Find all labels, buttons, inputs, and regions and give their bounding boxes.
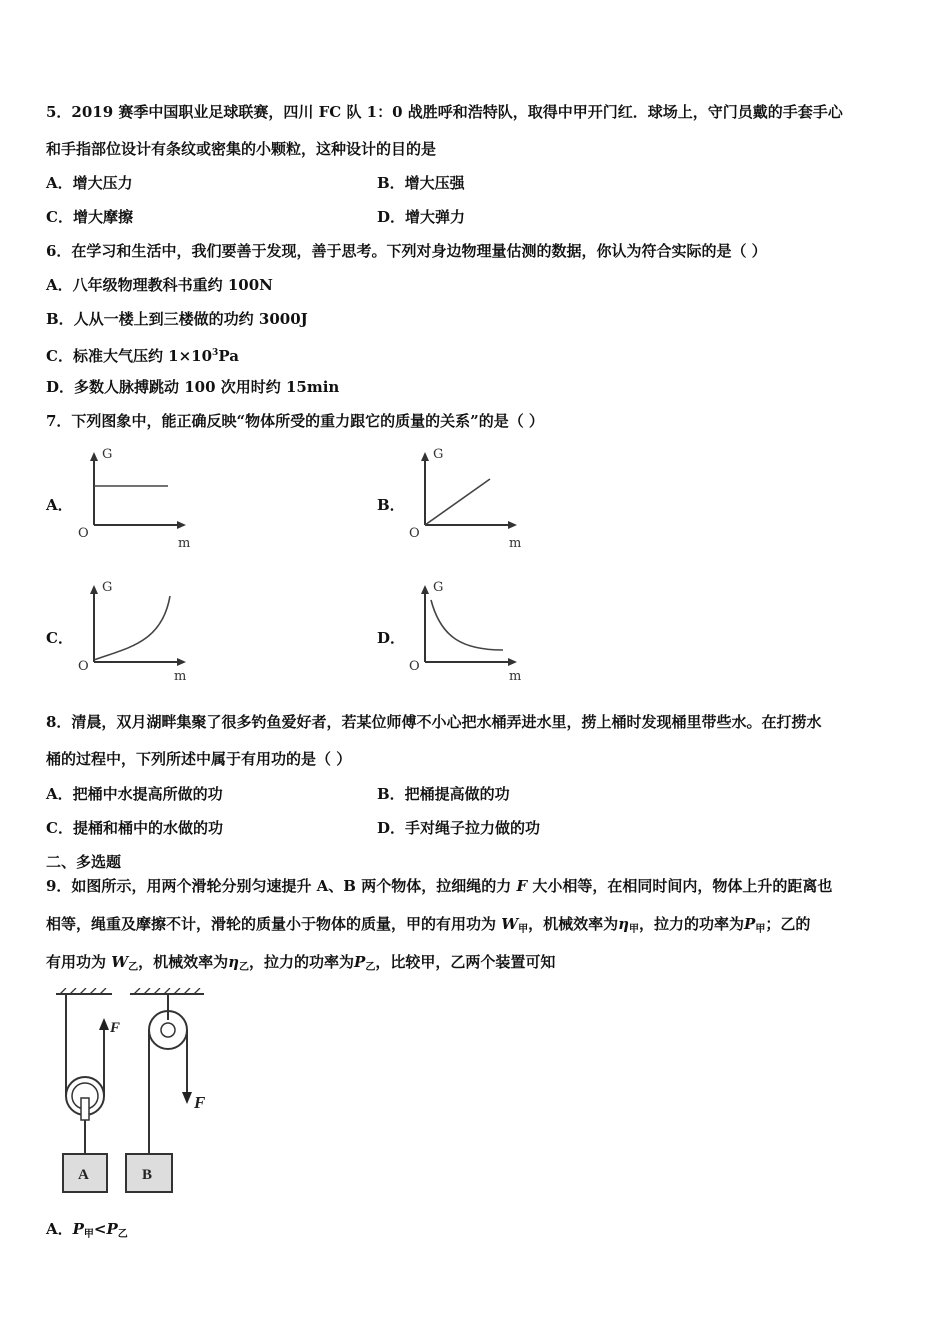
section-heading: 二、多选题 xyxy=(46,853,122,871)
svg-text:O: O xyxy=(409,659,420,674)
q8-stem-line2: 桶的过程中，下列所述中属于有用功的是（ ） xyxy=(46,750,352,768)
q5-option-c: C．增大摩擦 xyxy=(46,208,133,226)
q8-option-a: A．把桶中水提高所做的功 xyxy=(46,785,223,803)
q6-option-d: D．多数人脉搏跳动 100 次用时约 15min xyxy=(46,378,340,396)
svg-text:m: m xyxy=(509,669,522,684)
svg-text:O: O xyxy=(78,659,89,674)
graph-d xyxy=(403,578,533,687)
q7-label-b: B． xyxy=(377,496,405,514)
q5-stem-line2: 和手指部位设计有条纹或密集的小颗粒，这种设计的目的是 xyxy=(46,140,437,158)
q7-label-d: D． xyxy=(377,629,406,647)
q9-stem-line1: 9．如图所示，用两个滑轮分别匀速提升 A、B 两个物体，拉细绳的力 F 大小相等，在相同时间内，物体上升的距离也 xyxy=(46,877,833,895)
pulley-figure xyxy=(54,988,234,1204)
svg-text:G: G xyxy=(102,447,113,462)
q6-option-c: C．标准大气压约 $1\times 10^3Pa$ xyxy=(46,347,239,365)
q8-stem-line1: 8．清晨，双月湖畔集聚了很多钓鱼爱好者，若某位师傅不小心把水桶弄进水里，捞上桶时发现桶里带些水。在打捞水 xyxy=(46,713,822,731)
svg-text:m: m xyxy=(509,536,522,551)
q5-option-a: A．增大压力 xyxy=(46,174,133,192)
svg-text:B: B xyxy=(142,1167,153,1183)
q6-option-b: B．人从一楼上到三楼做的功约 3000J xyxy=(46,310,308,328)
svg-text:G: G xyxy=(102,580,113,595)
svg-text:A: A xyxy=(78,1167,89,1183)
q8-option-c: C．提桶和桶中的水做的功 xyxy=(46,819,223,837)
svg-text:F: F xyxy=(110,1020,121,1036)
svg-text:O: O xyxy=(78,526,89,541)
graph-a xyxy=(72,445,202,554)
q7-label-c: C． xyxy=(46,629,73,647)
q5-stem-line1: 5．2019 赛季中国职业足球联赛，四川 FC 队 1：0 战胜呼和浩特队，取得中甲开门红．球场上，守门员戴的手套手心 xyxy=(46,103,843,121)
q6-stem: 6．在学习和生活中，我们要善于发现，善于思考。下列对身边物理量估测的数据，你认为符合实际的是（ ） xyxy=(46,242,767,260)
q5-option-d: D．增大弹力 xyxy=(377,208,466,226)
q7-stem: 7．下列图象中，能正确反映“物体所受的重力跟它的质量的关系”的是（ ） xyxy=(46,412,544,430)
q6-option-a: A．八年级物理教科书重约 100N xyxy=(46,276,273,294)
svg-text:F: F xyxy=(194,1093,206,1112)
q5-option-b: B．增大压强 xyxy=(377,174,465,192)
svg-text:m: m xyxy=(178,536,191,551)
svg-text:O: O xyxy=(409,526,420,541)
q8-option-b: B．把桶提高做的功 xyxy=(377,785,510,803)
q9-option-a: A．$P_甲<P_乙$ xyxy=(46,1220,128,1240)
svg-text:G: G xyxy=(433,580,444,595)
graph-b xyxy=(403,445,533,554)
q7-label-a: A． xyxy=(46,496,73,514)
graph-c xyxy=(72,578,202,687)
svg-text:G: G xyxy=(433,447,444,462)
q8-option-d: D．手对绳子拉力做的功 xyxy=(377,819,541,837)
q9-stem-line3: 有用功为 $W_乙$，机械效率为$\eta_乙$，拉力的功率为$P_乙$，比较甲，乙两个装置可知 xyxy=(46,953,556,973)
q9-stem-line2: 相等，绳重及摩擦不计，滑轮的质量小于物体的质量，甲的有用功为 $W_甲$，机械效率为$\eta_甲$，拉力的功率为$P_甲$；乙的 xyxy=(46,915,811,935)
svg-text:m: m xyxy=(174,669,187,684)
